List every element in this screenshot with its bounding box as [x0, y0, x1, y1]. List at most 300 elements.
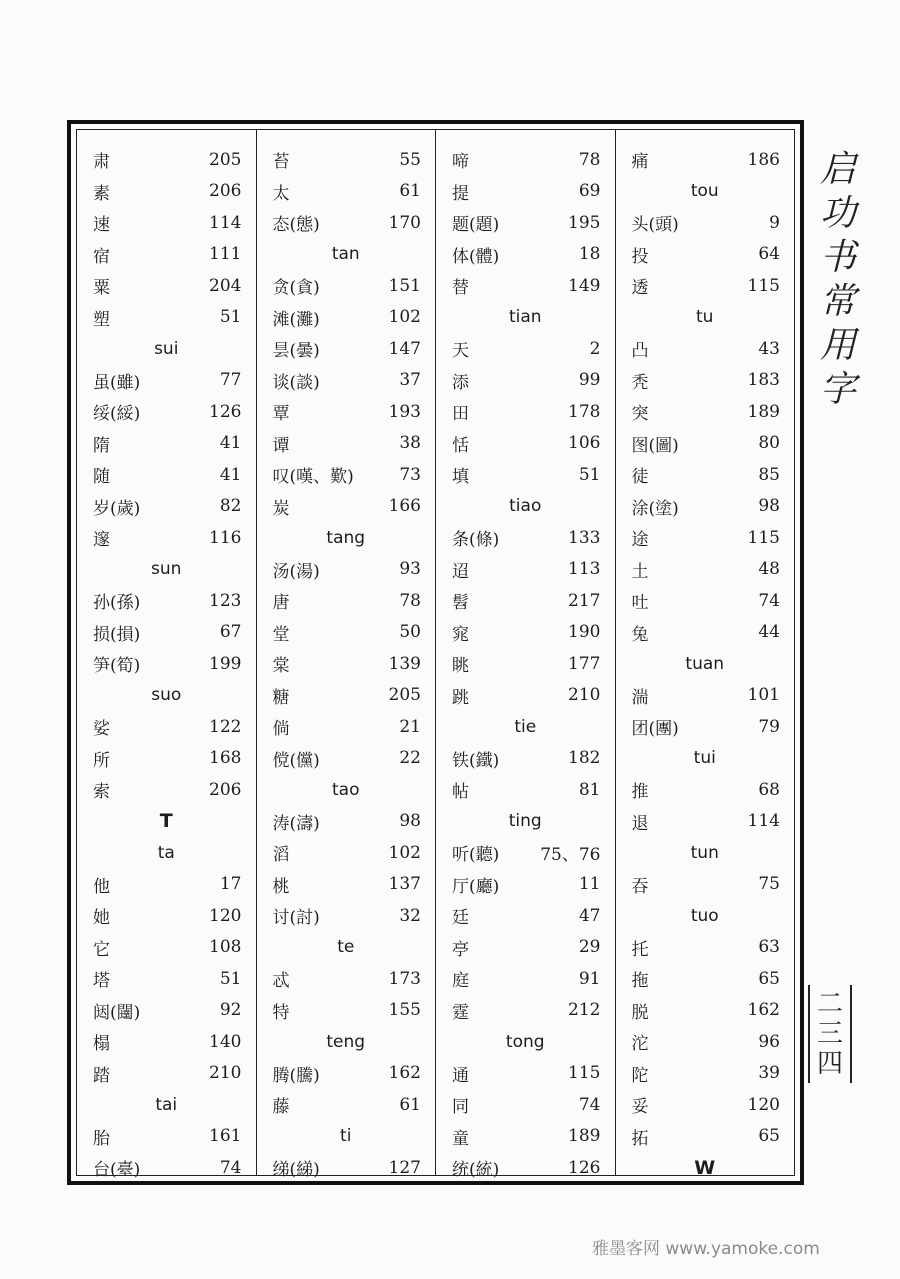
index-entry	[436, 554, 615, 586]
entry-page: 113	[568, 559, 601, 580]
entry-character: 胎	[93, 1128, 110, 1149]
entry-page: 74	[758, 590, 780, 611]
index-entry	[616, 207, 795, 239]
index-entry	[77, 428, 256, 460]
entry-character: 傥(儻)	[272, 750, 320, 771]
index-entry	[77, 302, 256, 334]
entry-character: 覃	[272, 404, 290, 425]
entry-character: 太	[272, 183, 290, 204]
index-entry	[257, 837, 436, 869]
entry-page: 39	[758, 1063, 780, 1084]
entry-page: 37	[399, 370, 421, 391]
entry-page: 120	[747, 1094, 780, 1115]
entry-page: 204	[209, 275, 242, 296]
entry-character: 吐	[631, 593, 649, 614]
entry-character: 髫	[452, 593, 469, 614]
entry-page: 78	[399, 590, 421, 611]
index-entry	[77, 711, 256, 743]
index-entry	[257, 176, 436, 208]
entry-page: 137	[388, 874, 421, 895]
index-entry	[436, 963, 615, 995]
index-entry	[257, 1152, 436, 1184]
index-entry	[436, 1152, 615, 1184]
index-entry	[436, 207, 615, 239]
entry-character: 榻	[93, 1034, 110, 1055]
entry-character: 霆	[452, 1002, 469, 1023]
entry-character: 讨(討)	[272, 908, 320, 929]
index-entry	[257, 1058, 436, 1090]
index-entry	[77, 774, 256, 806]
entry-page: 78	[578, 149, 601, 170]
entry-character: 亭	[452, 939, 469, 960]
entry-character: 头(頭)	[631, 215, 679, 236]
index-entry	[257, 491, 436, 523]
index-entry	[616, 522, 795, 554]
entry-character: 恬	[452, 435, 469, 456]
entry-page: 65	[758, 1126, 780, 1147]
entry-character: 虽(雖)	[93, 372, 141, 393]
index-entry	[436, 522, 615, 554]
index-entry	[257, 554, 436, 586]
index-entry	[257, 806, 436, 838]
entry-page: 22	[399, 748, 421, 769]
entry-page: 77	[219, 370, 242, 391]
index-entry	[436, 459, 615, 491]
index-entry	[257, 1089, 436, 1121]
entry-character: 唐	[272, 593, 290, 614]
index-entry	[77, 144, 256, 176]
index-entry	[257, 869, 436, 901]
entry-page: 193	[388, 401, 421, 422]
entry-character: 提	[452, 183, 469, 204]
index-entry	[77, 1026, 256, 1058]
index-entry	[77, 459, 256, 491]
entry-character: 痛	[631, 152, 649, 173]
index-entry	[77, 963, 256, 995]
entry-page: 67	[219, 622, 242, 643]
pinyin-heading: tie	[514, 716, 537, 737]
index-entry	[77, 648, 256, 680]
entry-page: 210	[568, 685, 601, 706]
entry-page: 101	[747, 685, 780, 706]
index-entry	[616, 963, 795, 995]
index-entry	[257, 207, 436, 239]
entry-character: 投	[631, 246, 649, 267]
entry-character: 塔	[93, 971, 110, 992]
entry-page: 170	[388, 212, 421, 233]
entry-page: 166	[388, 496, 421, 517]
entry-character: 态(態)	[272, 215, 320, 236]
entry-page: 147	[388, 338, 421, 359]
entry-character: 吞	[631, 876, 649, 897]
index-entry	[616, 239, 795, 271]
index-entry	[436, 680, 615, 712]
entry-character: 闼(闥)	[93, 1002, 141, 1023]
entry-character: 凸	[631, 341, 649, 362]
pinyin-heading: tao	[332, 779, 360, 800]
index-entry	[257, 333, 436, 365]
entry-character: 添	[452, 372, 469, 393]
entry-character: 通	[452, 1065, 469, 1086]
entry-character: 糖	[272, 687, 290, 708]
entry-character: 统(統)	[452, 1160, 500, 1181]
entry-page: 108	[209, 937, 242, 958]
entry-page: 123	[209, 590, 242, 611]
page-number: 二三四	[808, 985, 852, 1083]
entry-character: 汤(湯)	[272, 561, 320, 582]
entry-character: 她	[93, 908, 110, 929]
index-entry	[77, 585, 256, 617]
pinyin-heading: tan	[331, 244, 360, 265]
entry-page: 81	[578, 779, 601, 800]
entry-character: 谭	[272, 435, 290, 456]
pinyin-heading: sun	[151, 559, 182, 580]
entry-page: 102	[388, 842, 421, 863]
pinyin-heading: te	[337, 937, 355, 958]
entry-page: 43	[758, 338, 780, 359]
entry-character: 绨(綈)	[272, 1160, 320, 1181]
index-entry	[77, 900, 256, 932]
entry-page: 41	[219, 433, 242, 454]
index-table	[76, 129, 795, 1181]
index-entry	[257, 302, 436, 334]
entry-character: 体(體)	[452, 246, 500, 267]
index-entry	[257, 270, 436, 302]
entry-page: 149	[568, 275, 601, 296]
entry-character: 徒	[631, 467, 649, 488]
entry-character: 拓	[631, 1128, 649, 1149]
entry-page: 38	[399, 433, 421, 454]
entry-character: 涛(濤)	[272, 813, 320, 834]
index-entry	[77, 522, 256, 554]
pinyin-heading: ta	[157, 842, 175, 863]
entry-character: 倘	[272, 719, 290, 740]
entry-character: 粟	[93, 278, 110, 299]
entry-character: 叹(嘆、歎)	[272, 467, 354, 488]
index-entry	[436, 837, 615, 869]
entry-page: 182	[568, 748, 601, 769]
index-letter-heading: T	[159, 810, 173, 833]
index-entry	[77, 396, 256, 428]
entry-page: 199	[209, 653, 242, 674]
index-entry	[616, 333, 795, 365]
index-entry	[436, 239, 615, 271]
index-entry	[77, 491, 256, 523]
entry-character: 他	[93, 876, 110, 897]
entry-page: 64	[758, 244, 780, 265]
entry-page: 51	[219, 307, 242, 328]
index-entry	[616, 1089, 795, 1121]
entry-page: 115	[747, 527, 780, 548]
index-entry	[616, 932, 795, 964]
entry-character: 岁(歲)	[93, 498, 141, 519]
index-entry	[436, 743, 615, 775]
entry-character: 滩(灘)	[272, 309, 320, 330]
pinyin-heading: suo	[151, 685, 182, 706]
index-entry	[436, 900, 615, 932]
entry-page: 122	[209, 716, 242, 737]
entry-character: 台(臺)	[93, 1160, 141, 1181]
index-entry	[436, 1121, 615, 1153]
index-entry	[436, 396, 615, 428]
index-entry	[257, 995, 436, 1027]
index-entry	[436, 995, 615, 1027]
index-entry	[257, 963, 436, 995]
index-entry	[616, 995, 795, 1027]
entry-page: 205	[388, 685, 421, 706]
entry-page: 32	[399, 905, 421, 926]
index-entry	[257, 144, 436, 176]
index-entry	[616, 491, 795, 523]
index-entry	[436, 774, 615, 806]
entry-character: 团(團)	[631, 719, 679, 740]
index-entry	[436, 869, 615, 901]
entry-page: 120	[209, 905, 242, 926]
entry-page: 74	[578, 1094, 601, 1115]
entry-page: 85	[758, 464, 780, 485]
index-entry	[436, 144, 615, 176]
entry-page: 173	[388, 968, 421, 989]
entry-character: 填	[452, 467, 469, 488]
index-entry	[616, 459, 795, 491]
entry-page: 21	[399, 716, 421, 737]
index-entry	[77, 207, 256, 239]
entry-character: 土	[631, 561, 649, 582]
entry-character: 踏	[93, 1065, 110, 1086]
entry-page: 44	[758, 622, 780, 643]
index-entry	[257, 365, 436, 397]
index-entry	[436, 428, 615, 460]
entry-character: 秃	[631, 372, 649, 393]
entry-page: 162	[747, 1000, 780, 1021]
entry-character: 昙(曇)	[272, 341, 320, 362]
index-entry	[257, 648, 436, 680]
entry-page: 91	[578, 968, 601, 989]
entry-page: 98	[758, 496, 780, 517]
entry-page: 212	[568, 1000, 601, 1021]
index-entry	[257, 585, 436, 617]
index-entry	[616, 428, 795, 460]
index-entry	[77, 617, 256, 649]
entry-page: 2	[589, 338, 601, 359]
entry-page: 63	[758, 937, 780, 958]
entry-character: 童	[452, 1128, 469, 1149]
entry-page: 126	[568, 1157, 601, 1178]
index-entry	[436, 932, 615, 964]
index-entry	[257, 900, 436, 932]
entry-page: 51	[219, 968, 242, 989]
entry-page: 190	[568, 622, 601, 643]
pinyin-heading: ting	[508, 811, 542, 832]
entry-character: 邃	[93, 530, 110, 551]
entry-character: 田	[452, 404, 469, 425]
index-entry	[616, 806, 795, 838]
entry-page: 115	[747, 275, 780, 296]
entry-page: 115	[568, 1063, 601, 1084]
pinyin-heading: tu	[696, 307, 714, 328]
entry-page: 74	[219, 1157, 242, 1178]
entry-page: 106	[568, 433, 601, 454]
entry-page: 189	[568, 1126, 601, 1147]
entry-page: 47	[578, 905, 601, 926]
index-entry	[257, 743, 436, 775]
entry-page: 96	[758, 1031, 780, 1052]
entry-character: 退	[631, 813, 649, 834]
entry-character: 孙(孫)	[93, 593, 141, 614]
entry-character: 兔	[631, 624, 649, 645]
entry-character: 同	[452, 1097, 469, 1118]
index-entry	[616, 869, 795, 901]
index-entry	[77, 743, 256, 775]
entry-page: 151	[388, 275, 421, 296]
entry-character: 陀	[631, 1065, 649, 1086]
entry-character: 庭	[452, 971, 469, 992]
entry-page: 206	[209, 181, 242, 202]
index-entry	[257, 711, 436, 743]
index-entry	[77, 869, 256, 901]
index-entry	[257, 459, 436, 491]
pinyin-heading: tiao	[509, 496, 542, 517]
index-entry	[616, 1058, 795, 1090]
index-entry	[257, 428, 436, 460]
entry-page: 111	[209, 244, 242, 265]
entry-page: 68	[758, 779, 780, 800]
entry-character: 突	[631, 404, 649, 425]
entry-page: 75、76	[540, 845, 601, 866]
index-entry	[616, 680, 795, 712]
entry-character: 炭	[272, 498, 290, 519]
entry-character: 条(條)	[452, 530, 500, 551]
entry-character: 眺	[452, 656, 469, 677]
entry-character: 堂	[272, 624, 290, 645]
entry-page: 140	[209, 1031, 242, 1052]
index-frame	[67, 120, 804, 1185]
entry-page: 206	[209, 779, 242, 800]
index-entry	[616, 270, 795, 302]
entry-character: 绥(綏)	[93, 404, 141, 425]
pinyin-heading: tui	[693, 748, 716, 769]
entry-page: 114	[209, 212, 242, 233]
index-entry	[616, 144, 795, 176]
entry-page: 93	[399, 559, 421, 580]
index-entry	[77, 995, 256, 1027]
index-column-4	[615, 130, 795, 1179]
entry-page: 139	[388, 653, 421, 674]
watermark: 雅墨客网 www.yamoke.com	[592, 1239, 820, 1259]
entry-character: 厅(廳)	[452, 876, 500, 897]
pinyin-heading: ti	[340, 1126, 352, 1147]
entry-page: 189	[747, 401, 780, 422]
entry-page: 61	[399, 1094, 421, 1115]
entry-character: 啼	[452, 152, 469, 173]
entry-page: 210	[209, 1063, 242, 1084]
index-entry	[616, 711, 795, 743]
entry-character: 沱	[631, 1034, 649, 1055]
index-entry	[436, 1089, 615, 1121]
entry-page: 65	[758, 968, 780, 989]
entry-character: 特	[272, 1002, 290, 1023]
entry-character: 透	[631, 278, 649, 299]
entry-page: 155	[388, 1000, 421, 1021]
entry-page: 50	[399, 622, 421, 643]
entry-character: 帖	[452, 782, 469, 803]
entry-character: 题(題)	[452, 215, 500, 236]
entry-page: 11	[578, 874, 601, 895]
pinyin-heading: tian	[508, 307, 542, 328]
entry-page: 177	[568, 653, 601, 674]
index-entry	[616, 585, 795, 617]
index-entry	[616, 774, 795, 806]
entry-page: 18	[578, 244, 601, 265]
index-letter-heading: W	[694, 1156, 716, 1179]
entry-character: 藤	[272, 1097, 290, 1118]
entry-character: 娑	[93, 719, 110, 740]
entry-character: 迢	[452, 561, 469, 582]
entry-character: 它	[93, 939, 110, 960]
index-entry	[77, 1152, 256, 1184]
entry-page: 133	[568, 527, 601, 548]
index-entry	[436, 270, 615, 302]
entry-page: 48	[758, 559, 780, 580]
entry-character: 速	[93, 215, 110, 236]
entry-page: 99	[578, 370, 601, 391]
entry-character: 廷	[452, 908, 469, 929]
entry-character: 跳	[452, 687, 469, 708]
entry-character: 塑	[93, 309, 110, 330]
index-column-1	[77, 130, 256, 1181]
index-entry	[436, 176, 615, 208]
entry-character: 脱	[631, 1002, 649, 1023]
pinyin-heading: teng	[326, 1031, 366, 1052]
entry-page: 69	[578, 181, 601, 202]
entry-character: 索	[93, 782, 110, 803]
index-entry	[77, 176, 256, 208]
index-entry	[257, 617, 436, 649]
entry-page: 161	[209, 1126, 242, 1147]
index-entry	[616, 396, 795, 428]
entry-character: 随	[93, 467, 110, 488]
entry-page: 80	[758, 433, 780, 454]
entry-character: 窕	[452, 624, 469, 645]
entry-character: 湍	[631, 687, 649, 708]
pinyin-heading: tou	[690, 181, 719, 202]
entry-page: 92	[219, 1000, 242, 1021]
entry-character: 谈(談)	[272, 372, 320, 393]
entry-page: 114	[747, 811, 780, 832]
pinyin-heading: tuo	[690, 905, 719, 926]
index-entry	[257, 396, 436, 428]
entry-character: 妥	[631, 1097, 649, 1118]
index-entry	[436, 333, 615, 365]
entry-character: 托	[631, 939, 649, 960]
entry-page: 217	[568, 590, 601, 611]
index-entry	[77, 365, 256, 397]
entry-page: 41	[219, 464, 242, 485]
index-entry	[616, 365, 795, 397]
entry-character: 替	[452, 278, 469, 299]
entry-character: 损(損)	[93, 624, 141, 645]
entry-character: 隋	[93, 435, 110, 456]
entry-character: 忒	[272, 971, 290, 992]
entry-page: 162	[388, 1063, 421, 1084]
entry-page: 51	[578, 464, 601, 485]
entry-page: 98	[399, 811, 421, 832]
index-entry	[77, 932, 256, 964]
entry-page: 75	[758, 874, 780, 895]
index-entry	[77, 1121, 256, 1153]
entry-character: 拖	[631, 971, 649, 992]
entry-page: 79	[758, 716, 780, 737]
